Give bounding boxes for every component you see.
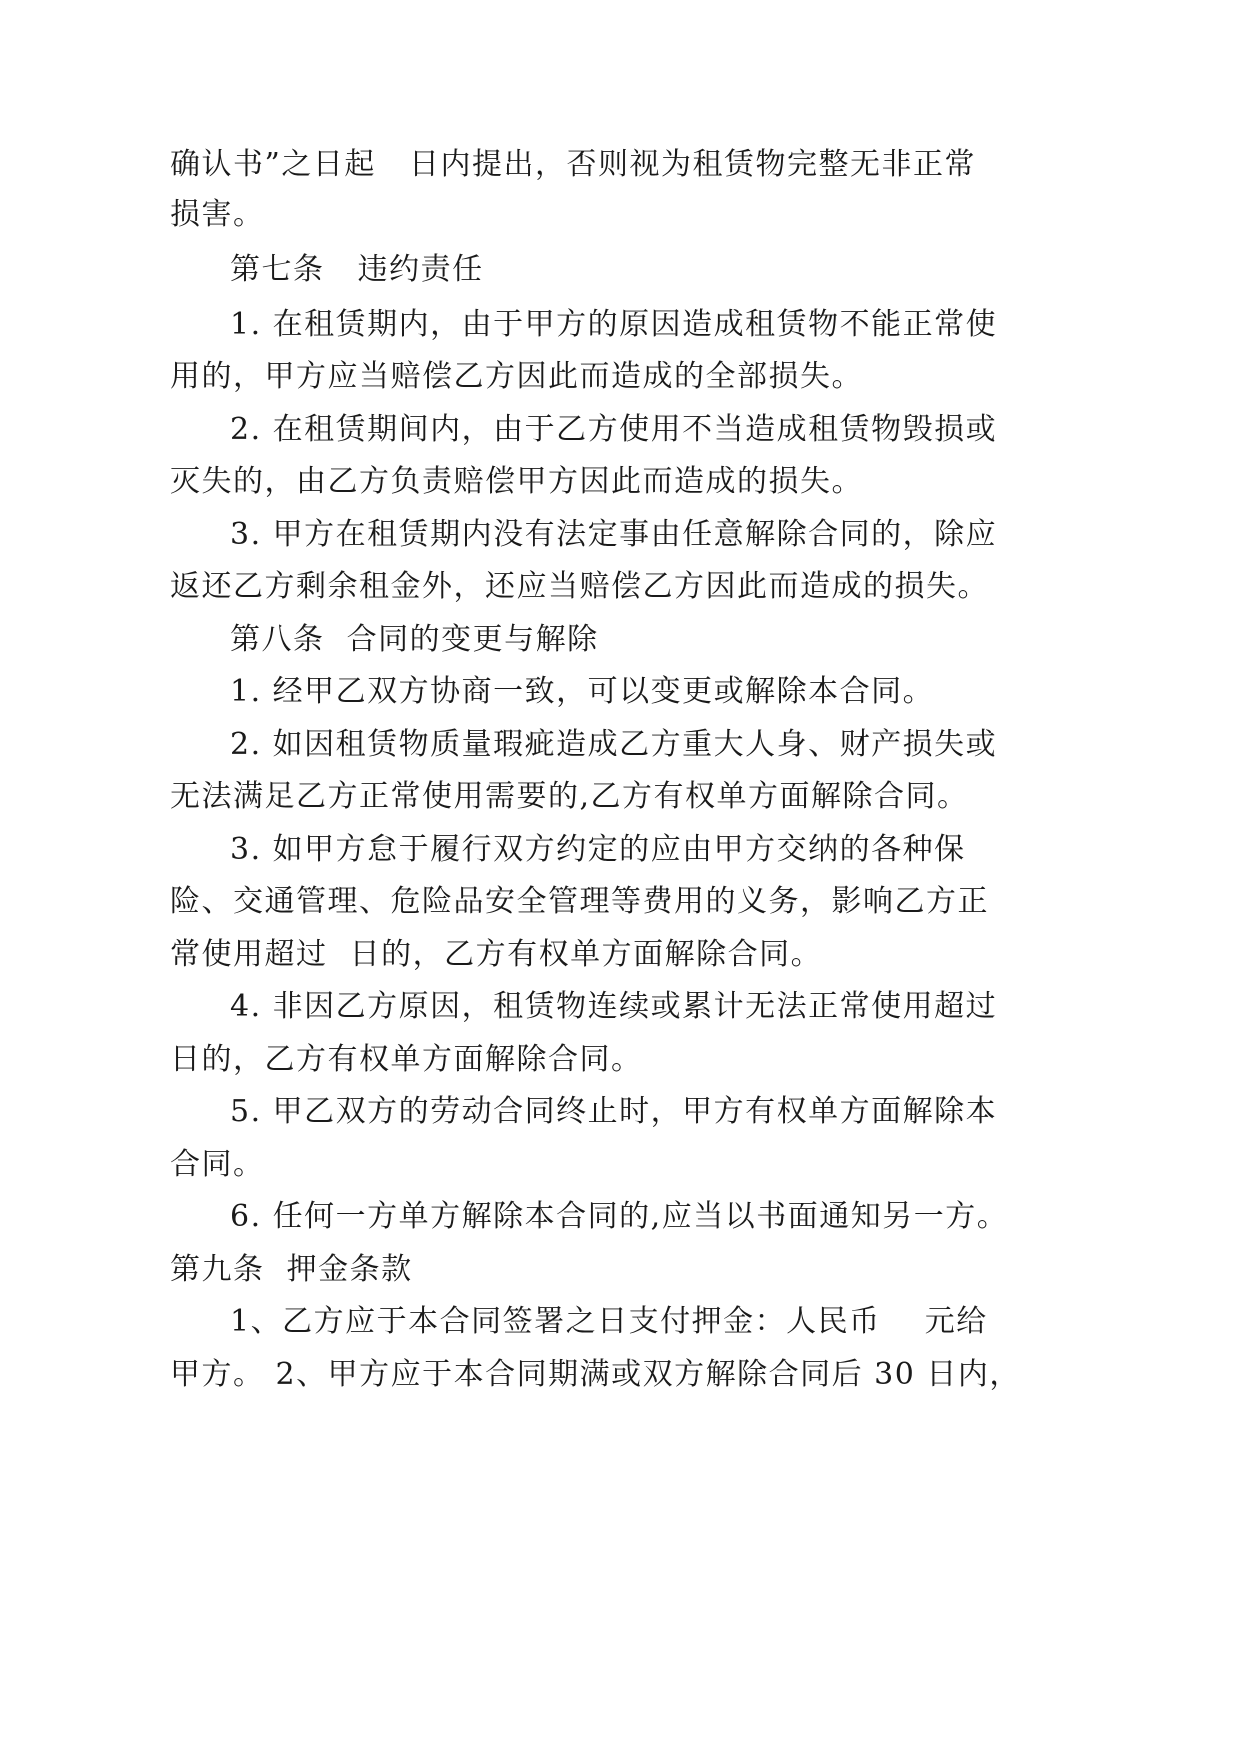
- text-line: 灭失的，由乙方负责赔偿甲方因此而造成的损失。: [170, 464, 863, 499]
- text-line: 3. 甲方在租赁期内没有法定事由任意解除合同的，除应: [230, 517, 998, 552]
- text-line: 2. 在租赁期间内，由于乙方使用不当造成租赁物毁损或: [230, 412, 998, 447]
- text-line: 无法满足乙方正常使用需要的,乙方有权单方面解除合同。: [170, 779, 969, 814]
- text-line: 5. 甲乙双方的劳动合同终止时，甲方有权单方面解除本: [230, 1094, 998, 1129]
- text-line: 4. 非因乙方原因，租赁物连续或累计无法正常使用超过: [230, 989, 998, 1024]
- text-line: 常使用超过 日的，乙方有权单方面解除合同。: [170, 937, 823, 972]
- text-line: 确认书”之日起 日内提出，否则视为租赁物完整无非正常: [170, 147, 976, 182]
- article-heading: 第七条 违约责任: [230, 252, 484, 287]
- text-line: 3. 如甲方怠于履行双方约定的应由甲方交纳的各种保: [230, 832, 966, 867]
- text-line: 险、交通管理、危险品安全管理等费用的义务，影响乙方正: [170, 884, 989, 919]
- text-line: 合同。: [170, 1147, 265, 1182]
- text-line: 日的，乙方有权单方面解除合同。: [170, 1042, 643, 1077]
- text-line: 1. 经甲乙双方协商一致，可以变更或解除本合同。: [230, 674, 935, 709]
- text-line: 1. 在租赁期内，由于甲方的原因造成租赁物不能正常使: [230, 307, 998, 342]
- article-heading: 第八条 合同的变更与解除: [230, 622, 599, 657]
- text-line: 用的，甲方应当赔偿乙方因此而造成的全部损失。: [170, 359, 863, 394]
- article-heading: 第九条 押金条款: [170, 1252, 413, 1287]
- text-line: 2. 如因租赁物质量瑕疵造成乙方重大人身、财产损失或: [230, 727, 998, 762]
- text-line: 返还乙方剩余租金外，还应当赔偿乙方因此而造成的损失。: [170, 569, 989, 604]
- text-line: 6. 任何一方单方解除本合同的,应当以书面通知另一方。: [230, 1199, 1009, 1234]
- text-line: 1、乙方应于本合同签署之日支付押金：人民币 元给: [230, 1304, 988, 1339]
- text-line: 甲方。 2、甲方应于本合同期满或双方解除合同后 30 日内，: [170, 1357, 1021, 1392]
- text-line: 损害。: [170, 197, 265, 232]
